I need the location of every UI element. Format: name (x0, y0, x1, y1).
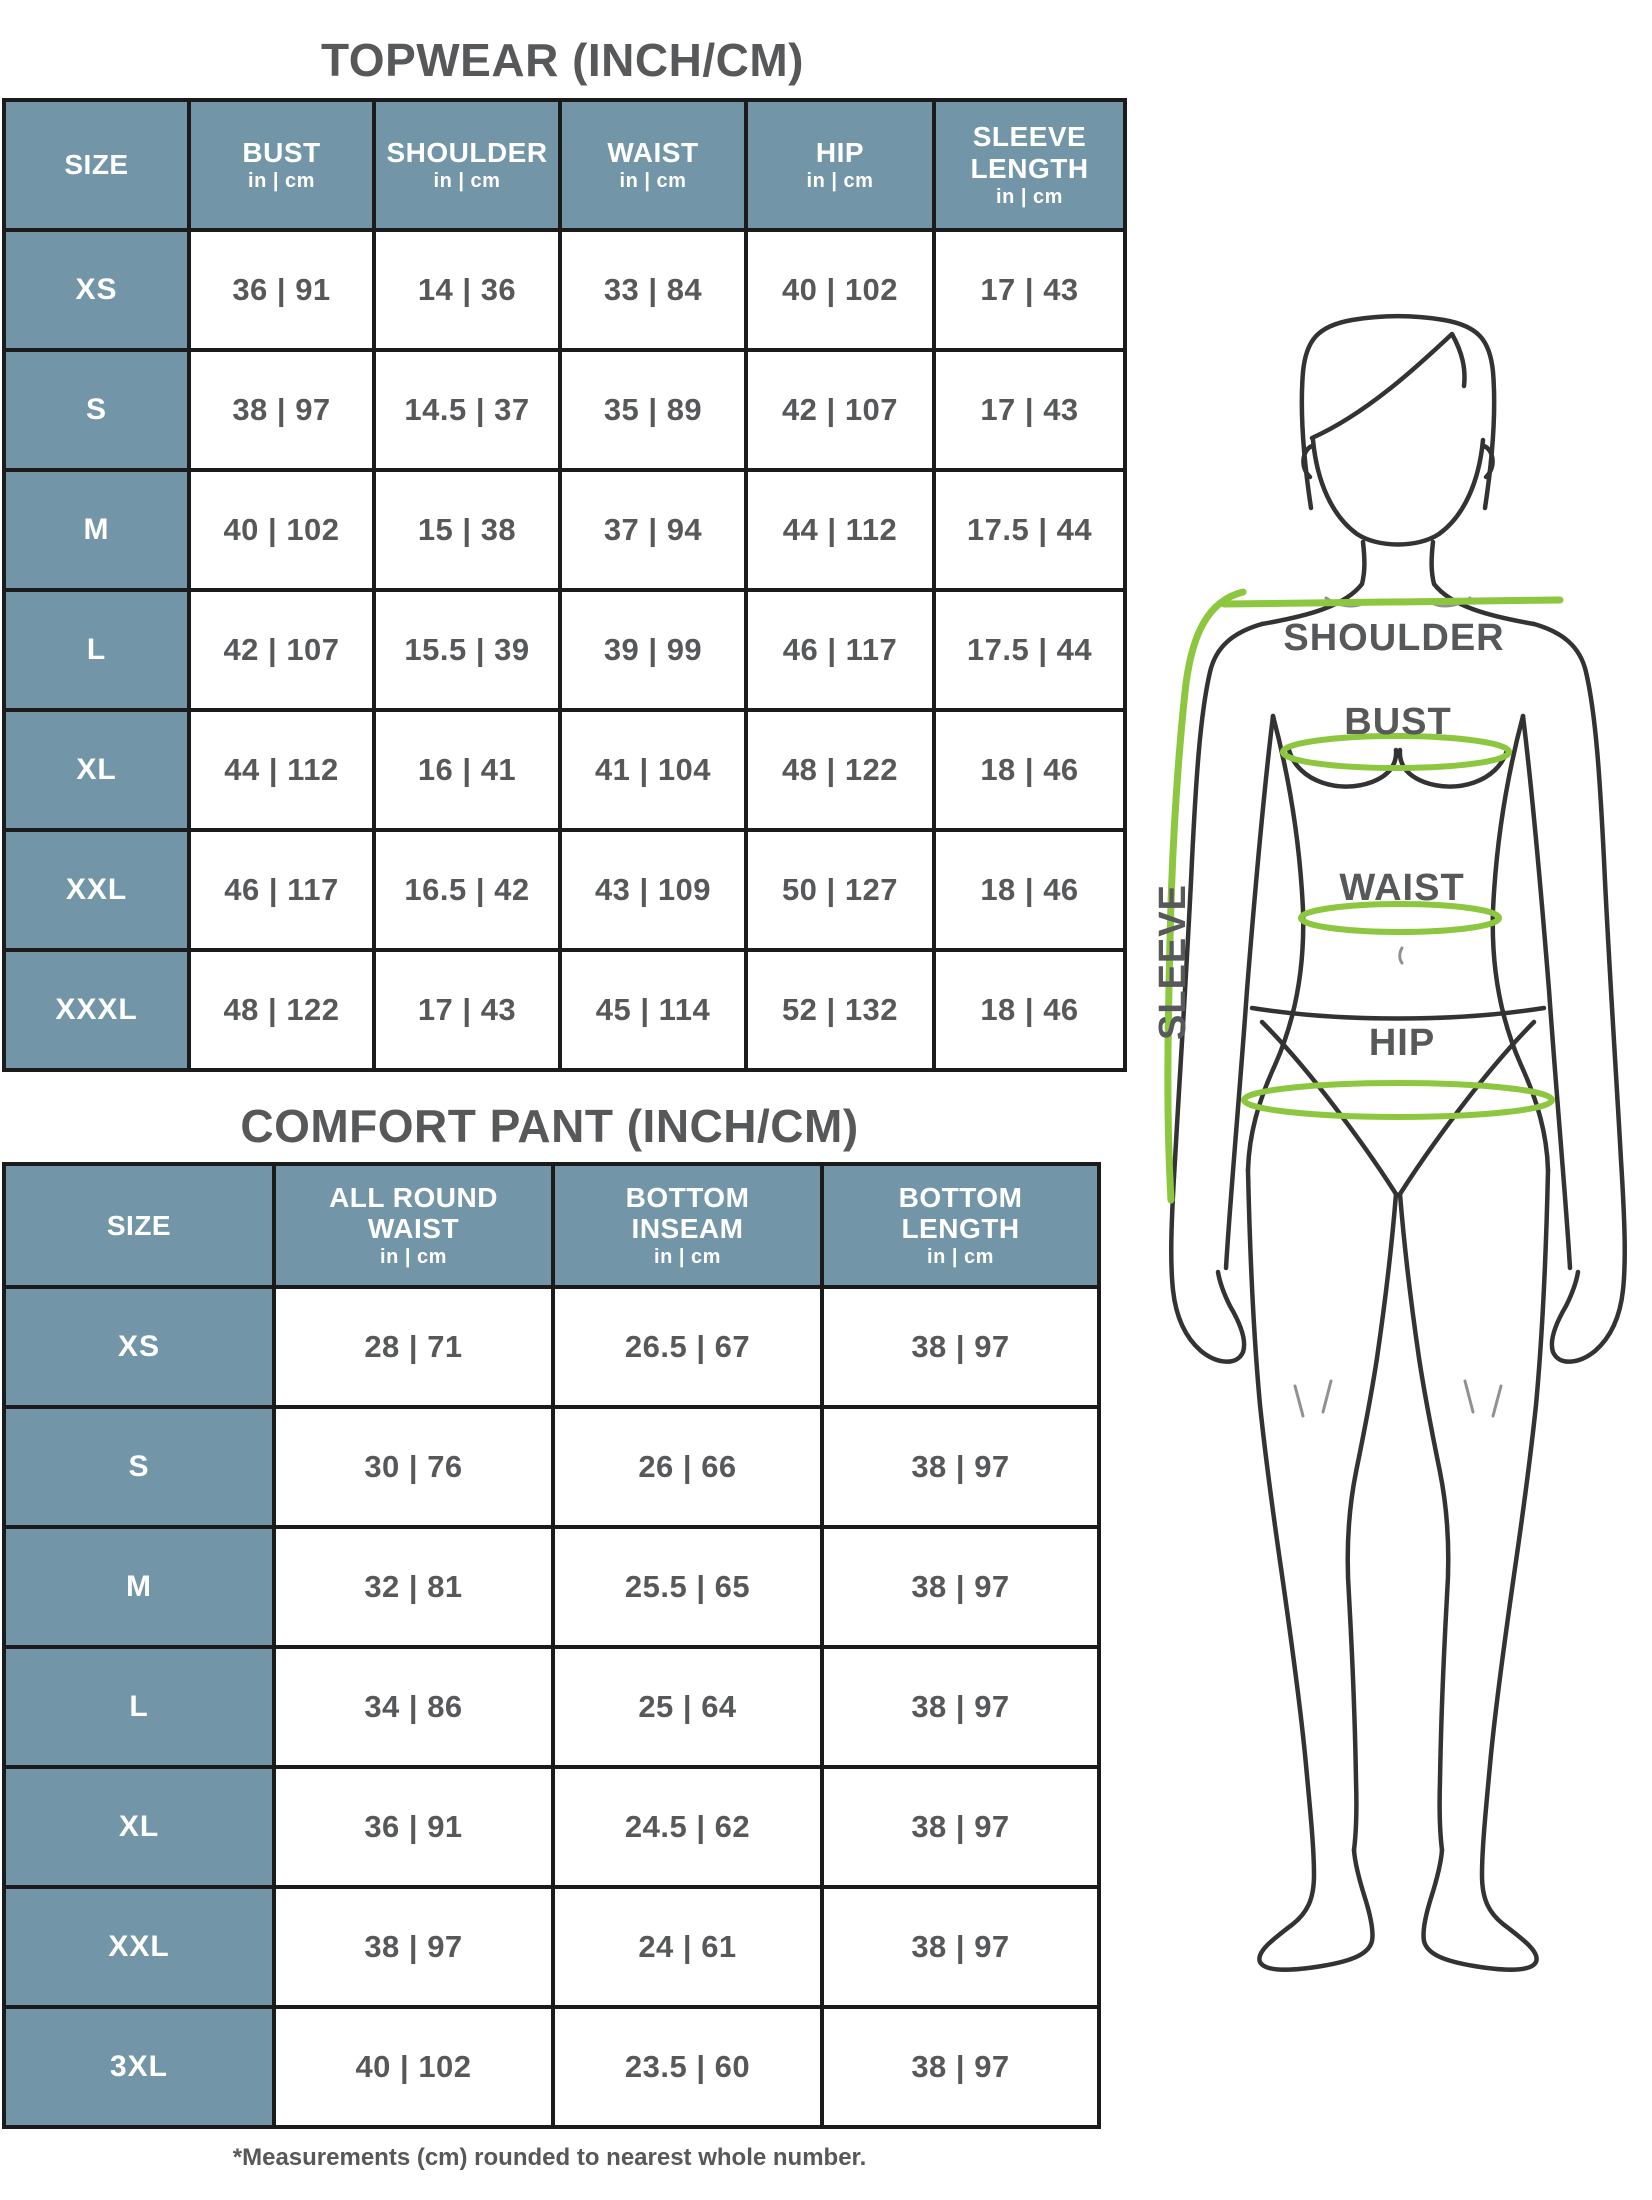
measurement-cell: 39 | 99 (560, 590, 746, 710)
measurement-cell: 16 | 41 (374, 710, 560, 830)
size-label-cell: XL (4, 1767, 274, 1887)
measurement-cell: 26.5 | 67 (553, 1287, 822, 1407)
topwear-column-header (374, 100, 560, 230)
unit-label: in | cm (654, 1246, 721, 1269)
measurement-cell: 23.5 | 60 (553, 2007, 822, 2127)
column-label: HIP (815, 136, 865, 168)
table-row (4, 1647, 1099, 1767)
table-row (4, 470, 1125, 590)
comfort_pant-column-header (553, 1164, 822, 1287)
measurement-cell: 38 | 97 (822, 1407, 1099, 1527)
measurement-cell: 48 | 122 (746, 710, 934, 830)
measurement-cell: 17 | 43 (374, 950, 560, 1070)
measurement-cell: 24 | 61 (553, 1887, 822, 2007)
measurement-cell: 35 | 89 (560, 350, 746, 470)
hip-measure-ellipse (1244, 1083, 1552, 1117)
topwear-column-header (746, 100, 934, 230)
measurement-cell: 38 | 97 (822, 1287, 1099, 1407)
table-row (4, 830, 1125, 950)
column-label: BOTTOM INSEAM (625, 1181, 750, 1244)
comfort_pant-column-header (4, 1164, 274, 1287)
measurement-cell: 48 | 122 (189, 950, 374, 1070)
column-label: WAIST (607, 136, 699, 168)
measurement-cell: 38 | 97 (822, 1647, 1099, 1767)
measurement-cell: 42 | 107 (746, 350, 934, 470)
size-label-cell: L (4, 590, 189, 710)
left-ear (1303, 446, 1312, 477)
column-label: ALL ROUND WAIST (329, 1181, 498, 1244)
measurement-cell: 41 | 104 (560, 710, 746, 830)
measurement-cell: 34 | 86 (274, 1647, 553, 1767)
measurement-cell: 15 | 38 (374, 470, 560, 590)
unit-label: in | cm (380, 1246, 447, 1269)
table-row (4, 950, 1125, 1070)
right-ear (1484, 446, 1493, 477)
knee-mark-right (1465, 1381, 1501, 1416)
measurement-cell: 42 | 107 (189, 590, 374, 710)
measurement-cell: 36 | 91 (189, 230, 374, 350)
measurement-cell: 33 | 84 (560, 230, 746, 350)
measurement-cell: 14.5 | 37 (374, 350, 560, 470)
measurement-cell: 52 | 132 (746, 950, 934, 1070)
face-outline (1313, 440, 1483, 545)
measurement-cell: 16.5 | 42 (374, 830, 560, 950)
size-label-cell: L (4, 1647, 274, 1767)
measurement-cell: 26 | 66 (553, 1407, 822, 1527)
measurement-cell: 38 | 97 (822, 2007, 1099, 2127)
measurement-cell: 18 | 46 (934, 950, 1125, 1070)
measurement-cell: 40 | 102 (189, 470, 374, 590)
measurement-cell: 30 | 76 (274, 1407, 553, 1527)
measurement-cell: 44 | 112 (189, 710, 374, 830)
measurement-cell: 18 | 46 (934, 710, 1125, 830)
topwear-header-row (4, 100, 1125, 230)
hair-outline (1302, 316, 1494, 508)
measurement-cell: 38 | 97 (189, 350, 374, 470)
measurement-cell: 25.5 | 65 (553, 1527, 822, 1647)
topwear-column-header (4, 100, 189, 230)
unit-label: in | cm (806, 170, 874, 193)
topwear-table-body (4, 230, 1125, 1070)
comfort_pant-header-row (4, 1164, 1099, 1287)
size-label-cell: M (4, 470, 189, 590)
column-label: SIZE (64, 149, 129, 181)
torso-right (1493, 716, 1548, 1170)
unit-label: in | cm (619, 170, 687, 193)
size-label-cell: S (4, 1407, 274, 1527)
measurement-cell: 28 | 71 (274, 1287, 553, 1407)
comfort-pant-table-body (4, 1287, 1099, 2127)
hair-fringe (1312, 334, 1465, 438)
measurement-cell: 36 | 91 (274, 1767, 553, 1887)
size-label-cell: XS (4, 1287, 274, 1407)
measurement-cell: 14 | 36 (374, 230, 560, 350)
table-row (4, 1287, 1099, 1407)
unit-label: in | cm (996, 185, 1063, 208)
comfort-pant-title: COMFORT PANT (INCH/CM) (240, 1100, 859, 1152)
size-label-cell: XXL (4, 1887, 274, 2007)
size-label-cell: S (4, 350, 189, 470)
footnote: *Measurements (cm) rounded to nearest whole number. (232, 2144, 867, 2171)
knee-mark-left (1295, 1381, 1331, 1416)
measurement-cell: 25 | 64 (553, 1647, 822, 1767)
column-label: BUST (242, 136, 321, 168)
measurement-cell: 46 | 117 (746, 590, 934, 710)
size-label-cell: XXL (4, 830, 189, 950)
measurement-cell: 17.5 | 44 (934, 470, 1125, 590)
navel-mark (1400, 948, 1402, 963)
table-row (4, 350, 1125, 470)
comfort_pant-column-header (822, 1164, 1099, 1287)
measurement-cell: 38 | 97 (822, 1527, 1099, 1647)
neck-left (1262, 542, 1364, 624)
size-label-cell: XL (4, 710, 189, 830)
comfort-pant-table (2, 1162, 1101, 2129)
woman-outline (1171, 316, 1624, 1969)
neck-right (1432, 542, 1534, 624)
measurement-cell: 38 | 97 (274, 1887, 553, 2007)
table-row (4, 230, 1125, 350)
left-leg-inner (1348, 1194, 1396, 1850)
measurement-cell: 18 | 46 (934, 830, 1125, 950)
measurement-cell: 32 | 81 (274, 1527, 553, 1647)
measurement-cell: 40 | 102 (274, 2007, 553, 2127)
measurement-cell: 40 | 102 (746, 230, 934, 350)
topwear-title: TOPWEAR (INCH/CM) (321, 34, 804, 86)
measurement-cell: 45 | 114 (560, 950, 746, 1070)
table-row (4, 1767, 1099, 1887)
comfort-pant-table-head (4, 1164, 1099, 1287)
topwear-column-header (560, 100, 746, 230)
topwear-table-head (4, 100, 1125, 230)
shoulder-label: SHOULDER (1283, 617, 1505, 659)
measurement-cell: 44 | 112 (746, 470, 934, 590)
measurement-cell: 17.5 | 44 (934, 590, 1125, 710)
measurement-cell: 37 | 94 (560, 470, 746, 590)
bust-label: BUST (1344, 701, 1452, 743)
topwear-column-header (189, 100, 374, 230)
measurement-cell: 38 | 97 (822, 1887, 1099, 2007)
table-row (4, 1407, 1099, 1527)
table-row (4, 710, 1125, 830)
figure-labels (1152, 617, 1505, 1064)
torso-left (1248, 716, 1303, 1170)
table-row (4, 2007, 1099, 2127)
waist-label: WAIST (1339, 867, 1465, 909)
right-leg-inner (1400, 1194, 1448, 1850)
measurement-cell: 24.5 | 62 (553, 1767, 822, 1887)
measurement-cell: 50 | 127 (746, 830, 934, 950)
size-label-cell: M (4, 1527, 274, 1647)
column-label: SHOULDER (386, 136, 548, 168)
unit-label: in | cm (433, 170, 501, 193)
topwear-table (2, 98, 1127, 1072)
column-label: SLEEVE LENGTH (970, 121, 1089, 184)
measurement-cell: 38 | 97 (822, 1767, 1099, 1887)
unit-label: in | cm (248, 170, 315, 193)
comfort_pant-column-header (274, 1164, 553, 1287)
table-row (4, 1527, 1099, 1647)
body-measurement-figure (1100, 300, 1652, 2020)
column-label: SIZE (106, 1209, 172, 1241)
size-label-cell: XXXL (4, 950, 189, 1070)
size-label-cell: 3XL (4, 2007, 274, 2127)
measurement-cell: 15.5 | 39 (374, 590, 560, 710)
measurement-cell: 43 | 109 (560, 830, 746, 950)
sleeve-label: SLEEVE (1152, 884, 1194, 1040)
measurement-cell: 46 | 117 (189, 830, 374, 950)
size-label-cell: XS (4, 230, 189, 350)
table-row (4, 590, 1125, 710)
measurement-cell: 17 | 43 (934, 350, 1125, 470)
hip-label: HIP (1368, 1022, 1436, 1064)
unit-label: in | cm (927, 1246, 994, 1269)
table-row (4, 1887, 1099, 2007)
measurement-cell: 17 | 43 (934, 230, 1125, 350)
topwear-column-header (934, 100, 1125, 230)
shoulder-measure-line (1224, 600, 1560, 604)
column-label: BOTTOM LENGTH (898, 1181, 1023, 1244)
